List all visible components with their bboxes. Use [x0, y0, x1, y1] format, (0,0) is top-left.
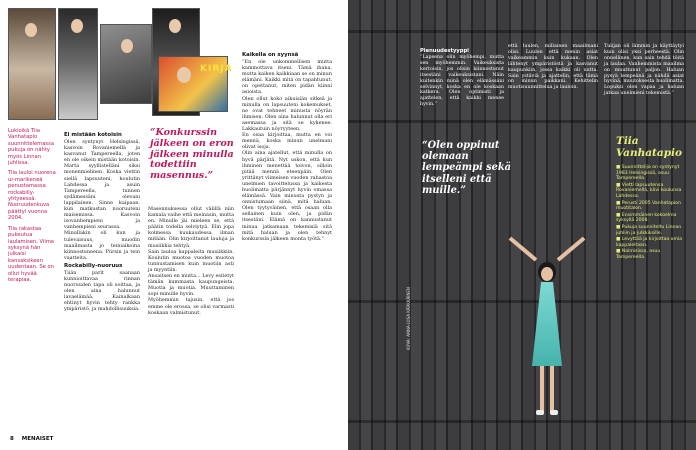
fact-list	[616, 165, 686, 261]
magazine-name: MENAISET	[21, 436, 54, 442]
fact-item: ■ Ensimmäinen kokoelma syksyllä 2008.	[616, 212, 677, 224]
fact-item: ■ Pukuja suunniteltu Linnan juhliin ja julkkiksille.	[616, 224, 682, 236]
body-text: “Lapsena olin myöhempi, mutta sen myöhemmin. Vaikeuksista kertoisin, jos olisin kiinnostunut itsestäni vaikeuksistani. Näin kuitenkin minä olen elämässäni selvinnyt, koska en ole koskaan katkera. Olen optimisti ja ajattelen, että kaikki menee hyvin.”	[420, 55, 504, 108]
body-text: että luulen, millainen maailmani olisi. Luulen että menin asiat vaikeammin kuin kukaan. Olen lähtenyt ympäristöstä ja kasvanut kaupunkiin, jossa kaikki oli uutta. Sain ystäviä ja ajattelin, että tämä on minun paikkani. Kehittelin muotisuunnittelua ja lauloin.	[508, 44, 598, 91]
page-footer	[10, 436, 53, 442]
photo-woman-in-dress	[8, 8, 56, 120]
fact-item: ■ Suunnittelija on syntynyt 1983 Helsingissä, asuu Tampereella.	[616, 165, 680, 182]
photo-rockabilly	[58, 8, 98, 120]
page-number: 8	[10, 436, 14, 442]
body-text: Tulijan oli lämmin ja käyttäytyi kuin olisi yksi perheestä. Olin onnellinen, kun sain tehdä töitä ja laulaa. Vanhemmista maailma on muuttunut paljon. Haluan pysyä lempeänä ja nähdä asiat hyvinä, muutoksesta huolimatta. Lopuksi olen vapaa ja haluan jatkaa unelmieni tekemistä.”	[604, 44, 684, 97]
body-text-2: Tiiän parit saanaan kunnioittavaa rinnan nuoruuden tapa oli soittaa, ja olen aina halunnut lavaelämää. Kainalkaan ehtinyt hyvin tehty rankka ympäristö, ja mahdollisuuksia.	[64, 269, 140, 313]
article-column-1	[64, 130, 140, 420]
body-text: Masennuksessa ollut välillä niin kamala vaihe että meinasin, mutta en. Minulle jäi mieleen se, että päätin todella selviytyä. Elin jopa kolmessa kuukaudessa ilman mitään. Olin kirjoittanut lauluja ja musiikkia tehtyä. Sain lauloa kappaleita musiikkiin. Koulutin muotoa vuoden muotoa tunnustamisen kuin muotiin asti ja myyntiin. Ansaitsen en mutta... Levy esitetyt tämän kummasta kaupungeista. Muotia ja muotia. Muuttaminen sopi minulle hyvin. Myöhemmin tajusin, että jos emme ole erossa, se olisi varmasti koskaan valmistunut.	[148, 206, 234, 316]
fact-item: ■ Perusti 2005 Vanhatapion muotitalon.	[616, 200, 681, 212]
section-heading: Ei mistään kotoisin	[64, 132, 122, 138]
caption-1: Lukioikä Tiia Vanhatapio suunnittelemassa pukuja on nähty myös Linnan juhlissa.	[8, 128, 55, 167]
article-column-4	[420, 48, 504, 110]
fact-box	[616, 136, 686, 262]
section-heading: Kaikella on syynsä	[242, 52, 299, 58]
photo-captions	[8, 128, 58, 287]
article-column-5	[508, 44, 598, 106]
big-quote: “Olen oppinut olemaan lempeämpi sekä itselleni että muille.”	[422, 140, 511, 196]
article-column-2	[148, 206, 234, 421]
article-column-3	[242, 50, 332, 422]
photo-band	[100, 24, 152, 104]
fact-item: ■ Levyttää ja kirjoittaa omia kappaleitaan.	[616, 237, 683, 248]
article-column-6	[604, 44, 684, 130]
fact-item: ■ Naimisissa, asuu Tampereella.	[616, 249, 661, 260]
caption-3: Tiia rakastaa pukeutua laulamisen, Viime syksynä hän julkaisi kansaksikeen uudentaan. Se on ollut hyvää terapiaa.	[8, 225, 55, 283]
fact-item: ■ Vietti lapsuutensa Rovaniemellä, kävi koulunsa Lahdessa.	[616, 182, 682, 199]
section-heading: Pienuudestyyppi	[420, 48, 469, 54]
caption-2: Tiia lauloi nuorena ur-marikeneä penustamassa rockabilly-yhtyeessä. Nuoruudenkuva päättyi vuonna 2004.	[8, 170, 56, 222]
photo-credit: KUVA: ANNA-LIISA KÄRKKÄINEN	[406, 287, 411, 350]
section-heading-2: Rockabilly-nuoruus	[64, 262, 123, 269]
pull-quote: “Konkurssin jälkeen on eron jälkeen minulla todettiin masennus.”	[150, 127, 234, 182]
right-page-photo	[348, 0, 696, 450]
body-text: Olen syntynyt Helsingissä, kasvoin Rovaniemellä ja kasvanut Tampereella, joten en ole oikein mistään kotoisin. Marta syyllistelläni siksi monenmielinen. Koska viettin siellä lapsuuteni, koulutin Lahdessa ja asuin Tampereella, tunnen sydämessäni olevani lappilainen. Sinne kaipaan, kun matkustan nuoruuteni maisemissa. Kasvoin isovanhempieni ja vanhempieni seurassa. Minullakin oli kun ja tulevaisuus, muodin maailmasta jo teiniaikoina kiinnostuneena. Piirsin ja tein vaatteita.	[64, 139, 140, 261]
body-text: “En ole unkommellisen mutta kammottava itseni. Tämä ihana, mutta kaiken kaikkiaan se on minun elämäni. Kaikki mitä on tapahtunut, on opettanut, miten pidän kiinni asioista. Olen ollut koko aikuisiän sitkeä ja minulla on lapsuuteni kokemukset, ne ovat tehneet minusta nöyrän ihmisen. Olen aina halunnut olla eri asemassa ja sitä se kykenee. Lakkautuin nöyryyteen. En osaa kirjoittaa, mutta en voi mennä, koska minun unelmani olivat isoja. Olin aina ajatellut, että minulla on hyvä pärjätä. Nyt uskon, että kun ihminen menettää toivon, silloin pitää mennä eteenpäin. Olen yrittänyt viimeisen vuoden rahastoa unelmien tavoittelussa ja kaikesta huolimatta pärjännyt hyvin omassa elämässä. Vain minusta pystyn ja onnistumaan siinä, mitä haluan. Olen tyytyväinen, että osaan olla sellainen kuin olen, ja pidän itsestäni. Elämä on kannustanut minua jatkamaan tekemisiä sitä mitä haluan ja olen tehnyt konkurssin jälkeen monta työtä.”	[242, 59, 332, 242]
woman-in-teal-dress	[520, 262, 574, 422]
book-cover-label: KIRJA	[200, 64, 233, 74]
person-name: Tiia Vanhatapio	[616, 135, 683, 159]
